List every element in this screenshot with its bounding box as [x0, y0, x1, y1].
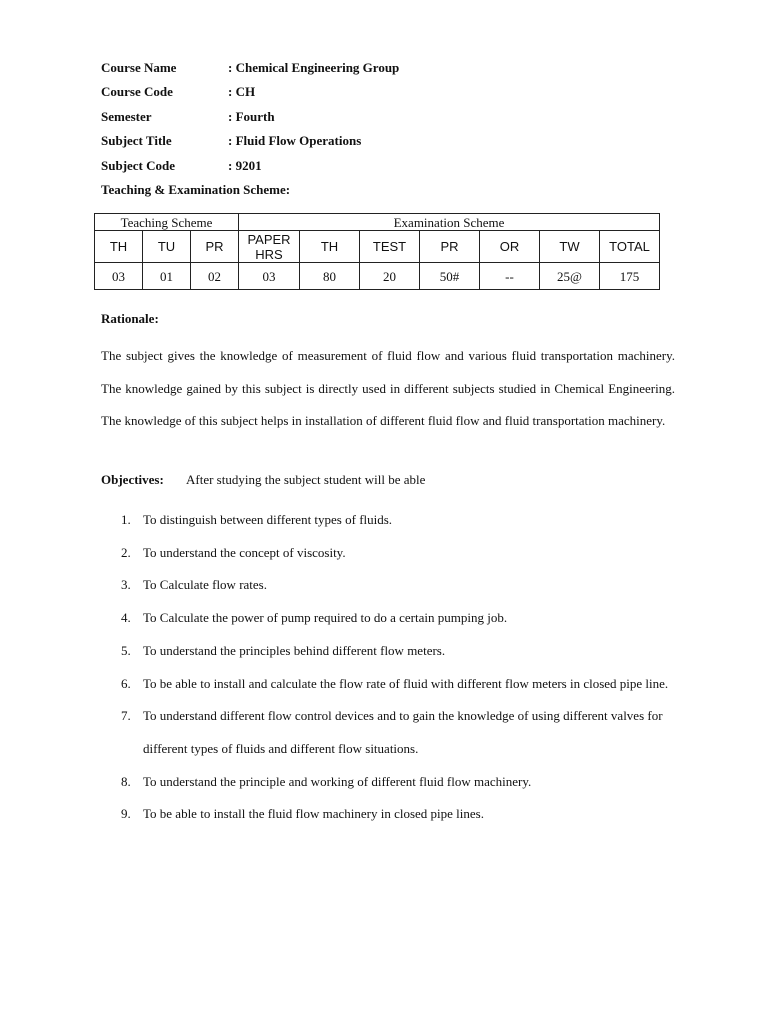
list-text: To understand the concept of viscosity.	[143, 544, 346, 560]
column-header: TH	[300, 231, 360, 263]
column-header: PAPER HRS	[239, 231, 300, 263]
scheme-table	[94, 213, 660, 290]
list-item	[101, 504, 675, 537]
list-item	[101, 668, 675, 701]
column-header: PR	[191, 231, 239, 263]
subject-title-row	[101, 132, 399, 156]
list-text: To understand the principle and working of different fluid flow machinery.	[143, 773, 532, 789]
subject-code-row	[101, 157, 399, 181]
examination-scheme-header: Examination Scheme	[239, 214, 660, 231]
list-item	[101, 602, 675, 635]
rationale-heading: Rationale:	[101, 311, 159, 326]
subject-title-value: : Fluid Flow Operations	[228, 133, 362, 149]
table-cell: 03	[95, 263, 143, 290]
column-header: PR	[420, 231, 480, 263]
column-header: TEST	[360, 231, 420, 263]
table-column-header-row	[95, 231, 660, 263]
objectives-intro: After studying the subject student will be able	[186, 472, 426, 487]
semester-value: : Fourth	[228, 108, 275, 124]
list-item	[101, 537, 675, 570]
list-text: To understand different flow control devices and to gain the knowledge of using different valves for different types of fluids and different flow situations.	[143, 708, 663, 756]
list-number: 1.	[121, 512, 131, 527]
list-number: 7.	[121, 708, 131, 724]
table-cell: 20	[360, 263, 420, 290]
list-number: 8.	[121, 773, 131, 789]
subject-title-label: Subject Title	[101, 133, 172, 149]
list-item	[101, 798, 675, 831]
rationale-paragraph: The subject gives the knowledge of measurement of fluid flow and various fluid transportation machinery. The knowledge gained by this subject is directly used in different subjects studied in Chemical Engineering. The knowledge of this subject helps in installation of different fluid flow and fluid transportation machinery.	[101, 348, 675, 428]
list-number: 5.	[121, 642, 131, 658]
table-row	[95, 263, 660, 290]
column-header: TU	[143, 231, 191, 263]
semester-row	[101, 108, 399, 132]
column-header: TW	[540, 231, 600, 263]
list-number: 2.	[121, 544, 131, 560]
course-name-label: Course Name	[101, 60, 177, 75]
list-text: To understand the principles behind different flow meters.	[143, 642, 446, 658]
course-name-value: : Chemical Engineering Group	[228, 60, 400, 75]
course-info	[101, 59, 399, 181]
table-cell: 03	[239, 263, 300, 290]
column-header: TH	[95, 231, 143, 263]
teaching-scheme-header: Teaching Scheme	[95, 214, 239, 231]
list-item	[101, 569, 675, 602]
list-number: 6.	[121, 675, 131, 691]
table-cell: 175	[600, 263, 660, 290]
list-number: 3.	[121, 577, 131, 593]
list-text: To distinguish between different types of fluids.	[143, 512, 393, 527]
table-cell: 50#	[420, 263, 480, 290]
table-cell: --	[480, 263, 540, 290]
objectives-heading: Objectives:	[101, 472, 164, 487]
scheme-title: Teaching & Examination Scheme:	[101, 182, 291, 197]
semester-label: Semester	[101, 108, 152, 124]
subject-code-value: : 9201	[228, 157, 262, 173]
list-text: To Calculate flow rates.	[143, 577, 267, 593]
objectives-list	[101, 504, 675, 831]
course-name-row	[101, 59, 399, 83]
list-text: To Calculate the power of pump required to do a certain pumping job.	[143, 610, 508, 626]
subject-code-label: Subject Code	[101, 157, 176, 173]
column-header: OR	[480, 231, 540, 263]
table-group-header-row	[95, 214, 660, 231]
table-cell: 80	[300, 263, 360, 290]
column-header: TOTAL	[600, 231, 660, 263]
table-cell: 25@	[540, 263, 600, 290]
list-number: 4.	[121, 610, 131, 626]
list-item	[101, 700, 675, 765]
course-code-row	[101, 83, 399, 107]
list-text: To be able to install and calculate the flow rate of fluid with different flow meters in closed pipe line.	[143, 675, 669, 691]
list-number: 9.	[121, 806, 131, 822]
table-cell: 01	[143, 263, 191, 290]
table-cell: 02	[191, 263, 239, 290]
list-item	[101, 766, 675, 799]
course-code-label: Course Code	[101, 84, 173, 100]
list-item	[101, 635, 675, 668]
objectives-line	[101, 471, 425, 489]
course-code-value: : CH	[228, 84, 256, 100]
list-text: To be able to install the fluid flow machinery in closed pipe lines.	[143, 806, 484, 822]
